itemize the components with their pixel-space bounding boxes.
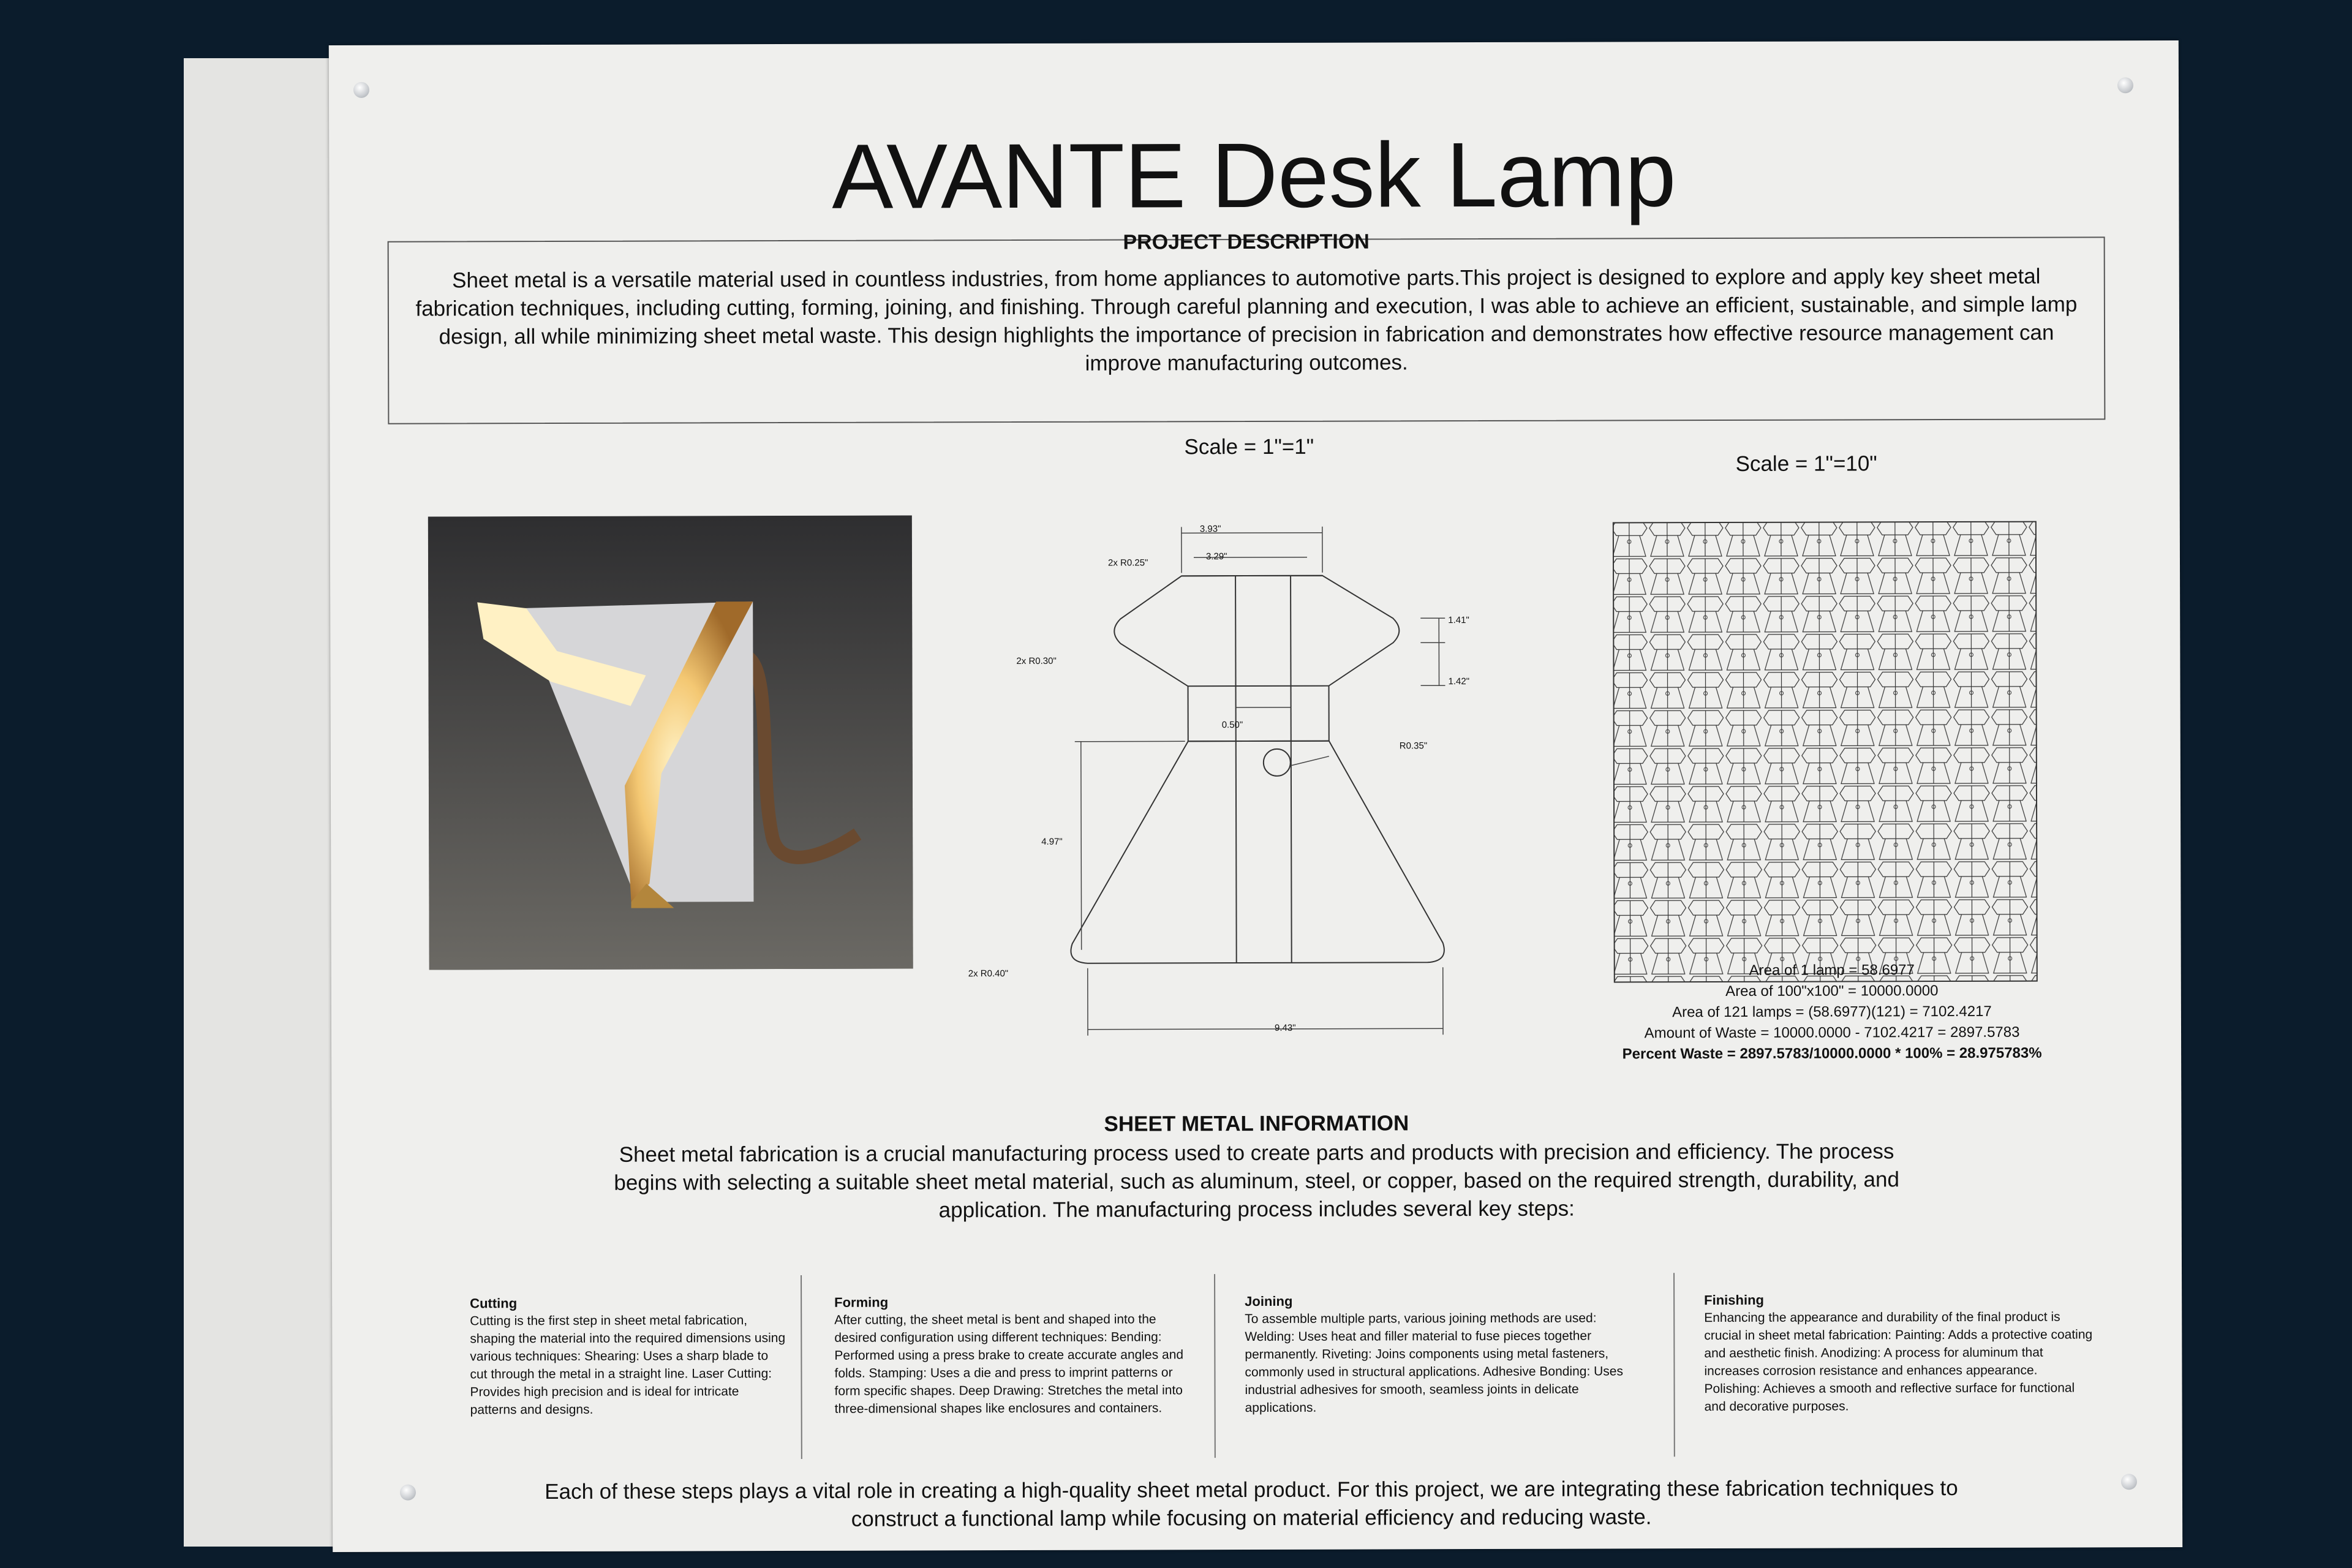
dim-r030: 2x R0.30" <box>1016 655 1057 667</box>
column-forming <box>834 1292 1190 1418</box>
calc-line-2: Area of 100"x100" = 10000.0000 <box>1725 982 1939 1000</box>
calc-line-1: Area of 1 lamp = 58.6977 <box>1749 962 1915 979</box>
column-body: After cutting, the sheet metal is bent and shaped into the desired configuration using different techniques: Bending: Performed using a press brake to create accurate angles and folds. Stamping: Uses a die and press to imprint patterns or form specific shapes. Deep Drawing: Stretches the metal into three-dimensional shapes like enclosures and containers. <box>834 1312 1184 1416</box>
dim-943: 9.43" <box>1274 1022 1296 1033</box>
dim-r025: 2x R0.25" <box>1107 557 1148 568</box>
nesting-layout <box>1610 519 2040 986</box>
pushpin <box>2121 1474 2137 1490</box>
pushpin <box>400 1485 416 1501</box>
lamp-photo-illustration <box>428 515 913 970</box>
project-description-text: Sheet metal is a versatile material used in countless industries, from home appliances to automotive parts.This project is designed to explore and apply key sheet metal fabrication techniques, including cutting, forming, joining, and finishing. Through careful planning and execution, I was able to achieve an efficient, sustainable, and simple lamp design, all while minimizing sheet metal waste. This design highlights the importance of precision in fabrication and demonstrates how effective resource management can improve manufacturing outcomes. <box>415 264 2078 375</box>
column-heading: Forming <box>834 1294 889 1310</box>
project-description-box <box>388 230 2106 424</box>
column-body: Cutting is the first step in sheet metal fabrication, shaping the material into the required dimensions using various techniques: Shearing: Uses a sharp blade to cut through the metal in a straight line. Laser Cutting: Provides high precision and is ideal for intricate patterns and designs. <box>470 1313 786 1417</box>
scale-label-drawing: Scale = 1"=1" <box>1184 434 1314 459</box>
sheet-metal-info-heading: SHEET METAL INFORMATION <box>1104 1111 1409 1136</box>
column-heading: Joining <box>1245 1293 1293 1310</box>
dim-r035: R0.35" <box>1399 741 1428 752</box>
calc-line-5: Percent Waste = 2897.5783/10000.0000 * 100% = 28.975783% <box>1622 1044 2042 1063</box>
waste-calculation <box>1556 959 2108 1065</box>
dim-142: 1.42" <box>1448 676 1470 687</box>
column-finishing <box>1704 1290 2097 1415</box>
calc-line-3: Area of 121 lamps = (58.6977)(121) = 7102.4217 <box>1672 1003 1992 1021</box>
poster-footer-text: Each of these steps plays a vital role in creating a high-quality sheet metal product. For this project, we are integrating these fabrication techniques to construct a functional lamp while focusing on material efficiency and reducing waste. <box>545 1476 1958 1531</box>
column-divider <box>1214 1274 1216 1458</box>
dim-141: 1.41" <box>1448 615 1469 626</box>
column-divider <box>801 1275 802 1459</box>
dim-329: 3.29" <box>1205 551 1227 562</box>
technical-drawing <box>937 465 1550 1049</box>
column-heading: Finishing <box>1704 1292 1764 1308</box>
column-joining <box>1245 1291 1649 1417</box>
lamp-photo <box>428 515 913 970</box>
pushpin <box>2117 77 2133 93</box>
column-divider <box>1673 1273 1675 1457</box>
poster <box>329 40 2182 1552</box>
dim-050: 0.50" <box>1221 720 1243 731</box>
column-body: To assemble multiple parts, various joining methods are used: Welding: Uses heat and filler material to fuse pieces together permanently. Riveting: Joins components using metal fasteners, commonly used in structural applications. Adhesive Bonding: Uses industrial adhesives for smooth, seamless joints in delicate applications. <box>1245 1311 1623 1415</box>
poster-title: AVANTE Desk Lamp <box>832 123 1676 228</box>
pushpin <box>353 82 369 98</box>
calc-line-4: Amount of Waste = 10000.0000 - 7102.4217 = 2897.5783 <box>1644 1023 2020 1042</box>
project-description-heading: PROJECT DESCRIPTION <box>1123 230 1370 254</box>
sheet-metal-info-text: Sheet metal fabrication is a crucial manufacturing process used to create parts and products with precision and efficiency. The process begins with selecting a suitable sheet metal material, such as aluminum, steel, or copper, based on the required strength, durability, and application. The manufacturing process includes several key steps: <box>614 1139 1899 1223</box>
dim-393: 3.93" <box>1199 524 1221 535</box>
dim-497: 4.97" <box>1041 836 1063 847</box>
nesting-pattern <box>1610 519 2040 986</box>
dim-r040: 2x R0.40" <box>968 968 1009 979</box>
scale-label-nesting: Scale = 1"=10" <box>1735 451 1877 476</box>
column-body: Enhancing the appearance and durability of the final product is crucial in sheet metal fabrication: Painting: Adds a protective coating and aesthetic finish. Anodizing: A process for aluminum that increases corrosion resistance and enhances appearance. Polishing: Achieves a smooth and reflective surface for functional and decorative purposes. <box>1704 1310 2093 1414</box>
column-cutting <box>470 1294 789 1419</box>
column-heading: Cutting <box>470 1295 518 1311</box>
backing-board <box>184 58 343 1547</box>
